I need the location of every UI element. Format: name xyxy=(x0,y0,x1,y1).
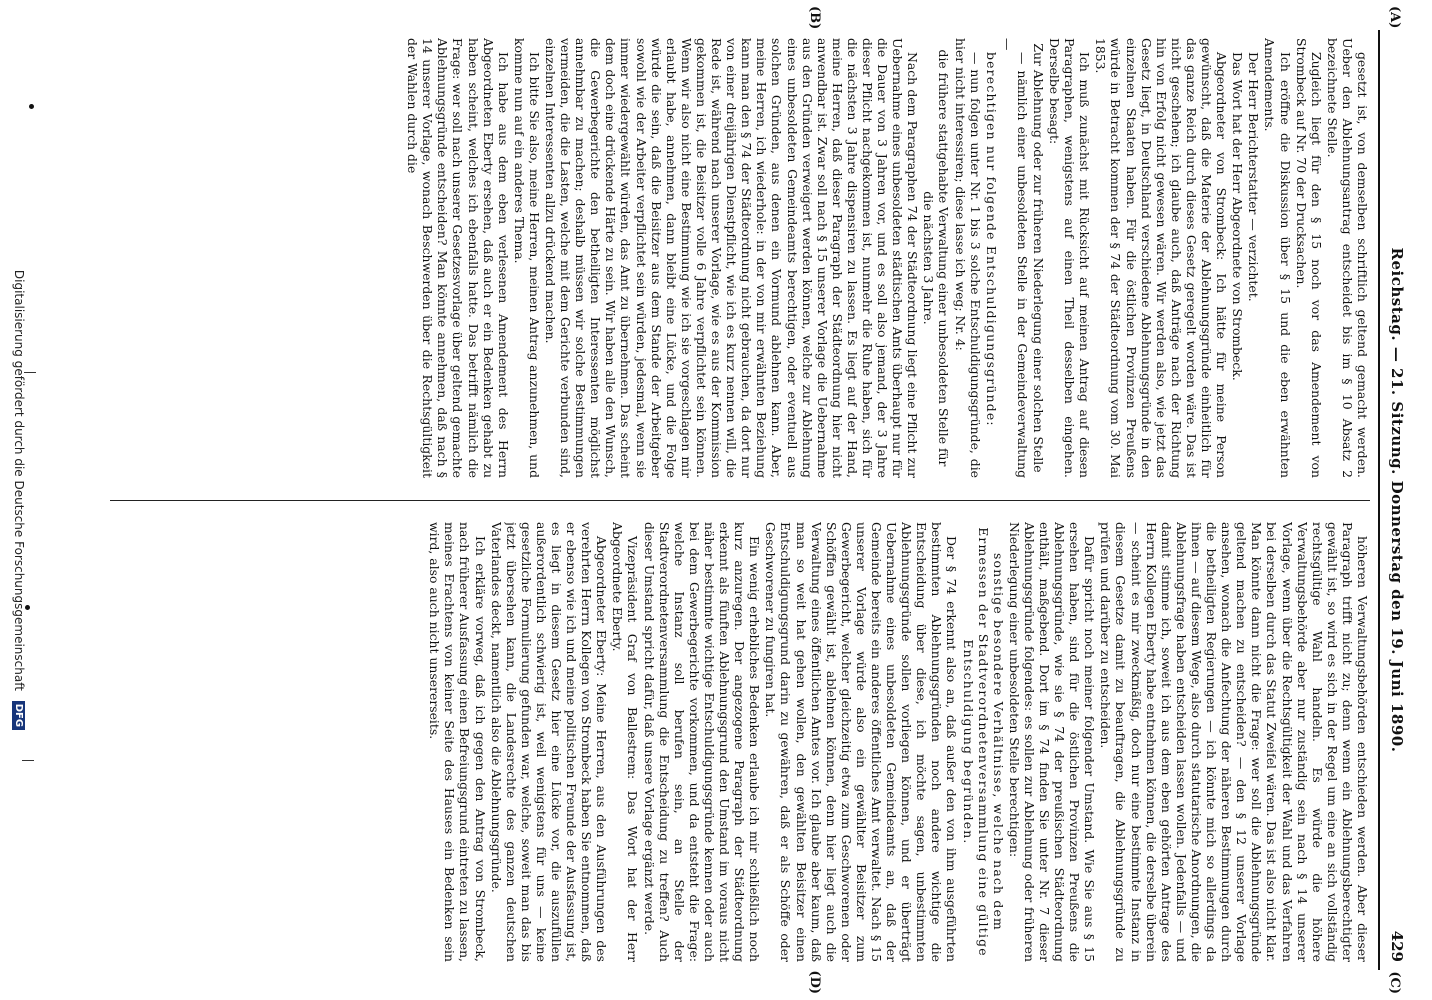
paragraph: Vizepräsident Graf von Ballestrem: Das Wort hat der Herr Abgeordnete Eberty. xyxy=(610,522,641,962)
column-divider xyxy=(110,500,1370,501)
paragraph: höheren Verwaltungsbehörden entschieden werden. Aber dieser Paragraph trifft nicht zu; denn wenn ein Ablehnungsberechtigter gewählt ist, so wird es sich in der Regel um eine an sich vollständig rechtsgültige Wahl handeln. Es würde die höhere Verwaltungsbehörde aber nur zuständig sein nach § 14 unserer Vorlage, wenn über die Rechtsgültigkeit der Wahl und das Verfahren bei derselben durch das Statut Zweifel wären. Das ist also nicht klar. Man könnte dann nicht die Frage: wer soll die Ablehnungsgründe geltend machen zu entscheiden? — den § 12 unserer Vorlage ansehen, wonach die Anfechtung der näheren Bestimmungen durch die betheiligten Regierungen — ich könnte mich so allerdings da ihnen — auf diesem Wege, also durch statutarische Anordnungen, die Ablehnungsfrage haben entscheiden lassen wollen. Jedenfalls — und damit stimme ich, soweit ich aus dem eben gehörten Antrage des Herrn Kollegen Eberty habe entnehmen können, die derselbe überein — scheint es mir zweckmäßig, doch nur eine bestimmte Instanz in diesem Gesetze damit zu beauftragen, die Ablehnungsgründe zu prüfen und darüber zu entscheiden. xyxy=(1098,522,1370,962)
paragraph: Abgeordneter von Strombeck: Ich hätte für meine Person gewünscht, daß die Materie der Ablehnungsgründe einheitlich für das ganze Reich durch dieses Gesetz geregelt worden wäre. Das ist nicht geschehen; ich glaube auch, daß Anträge nach der Richtung hin von Erfolg nicht gewesen wären. Wir werden also, wie jetzt das Gesetz liegt, in Deutschland verschiedene Ablehnungsgründe in den einzelnen Staaten haben. Für die östlichen Provinzen Preußens würde in Betracht kommen der § 74 der Städteordnung vom 30. Mai 1853. xyxy=(1093,38,1230,478)
paragraph: Zugleich liegt für den § 15 noch vor das Amendement von Strombeck auf Nr. 70 der Drucksachen. xyxy=(1293,38,1324,478)
page-title: Reichstag. — 21. Sitzung. Donnerstag den 19. Juni 1890. xyxy=(1388,247,1406,753)
footer-text: Digitalisierung gefördert durch die Deutsche Forschungsgemeinschaft xyxy=(12,269,26,691)
footer-credit xyxy=(0,0,26,1000)
page-header xyxy=(1378,30,1410,970)
paragraph: — nun folgen unter Nr. 1 bis 3 solche Entschuldigungsgründe, die hier nicht interessiren; diese lasse ich weg; Nr. 4: xyxy=(952,38,983,478)
paragraph: gesetzt ist, von demselben schriftlich geltend gemacht werden. Ueber den Ablehnungsantrag entscheidet bis im § 10 Absatz 2 bezeichnete Stelle. xyxy=(1324,38,1370,478)
left-column xyxy=(112,38,1370,478)
margin-marker-a: (A) xyxy=(1387,6,1402,29)
margin-marker-b: (B) xyxy=(807,6,822,30)
paragraph: Ich eröffne die Diskussion über § 15 und die eben erwähnten Amendements. xyxy=(1262,38,1293,478)
paragraph: Nach dem Paragraphen 74 der Städteordnung liegt eine Pflicht zur Uebernahme eines unbesoldeten städtischen Amts überhaupt nur für die Dauer von 3 Jahren vor, und es soll also jemand, der 3 Jahre dieser Pflicht nachgekommen ist, nunmehr die Ruhe haben, sich für die nächsten 3 Jahre dispensiren zu lassen. Es liegt auf der Hand, meine Herren, daß dieser Paragraph der Städteordnung hier nicht anwendbar ist. Zwar soll nach § 15 unserer Vorlage die Uebernahme aus den Gründen verweigert werden können, welche zur Ablehnung eines unbesoldeten Gemeindeamts berechtigen, oder eventuell aus solchen Gründen, aus denen ein Vormund ablehnen kann. Aber, meine Herren, ich wiederhole: in der von mir erwähnten Beziehung kann man den § 74 der Städteordnung nicht gebrauchen, da dort nur von einer dreijährigen Dienstpflicht, wie ich es kurz nennen will, die Rede ist, während nach unserer Vorlage, wie es aus der Kommission gekommen ist, die Beisitzer volle 6 Jahre verpflichtet sein können. Wenn wir also nicht eine Bestimmung wie ich sie vorgeschlagen mir erlaubt habe, annehmen, dann bleibt eine Lücke, und die Folge würde die sein, daß die Beisitzer aus dem Stande der Arbeitgeber sowohl wie der Arbeiter verpflichtet sein würden, jedesmal, wenn sie immer wiedergewählt würden, das Amt zu übernehmen. Das scheint dem doch eine drückende Härte zu sein. Wir haben alle den Wunsch, die Gewerbegerichte den betheiligten Interessenten möglichst annehmbar zu machen; deshalb müssen wir solche Bestimmungen vermeiden, die die Lasten, welche mit dem Gerichte verbunden sind, einzelnen Interessenten allzu drückend machen. xyxy=(543,38,921,478)
right-column xyxy=(112,522,1370,962)
paragraph: Ich bitte Sie also, meine Herren, meinen Antrag anzunehmen, und komme nun auf ein anderes Thema. xyxy=(511,38,542,478)
paragraph: — nämlich einer unbesoldeten Stelle in der Gemeindeverwaltung — xyxy=(999,38,1030,478)
paragraph: Ich erkläre vorweg, daß ich gegen den Antrag von Strombeck, nach früherer Ausfassung einen Befreiungsgrund eintreten zu lassen, meines Erachtens von keiner Seite des Hauses ein Bedenken sein wird, also auch nicht unsererseits. xyxy=(427,522,488,962)
margin-marker-c: (C) xyxy=(1387,971,1402,994)
quote: berechtigen nur folgende Entschuldigungsgründe: xyxy=(983,52,999,427)
paragraph: Der § 74 erkennt also an, daß außer den von ihm ausgeführten bestimmten Ablehnungsgründen noch andere wichtige die Entscheidung über diese, ich möchte sagen, unbestimmten Ablehnungsgründe sollen vorliegen können, und er überträgt Uebernahme eines unbesoldeten Gemeindeamts an, daß der Gemeinde bereits ein anderes öffentliches Amt verwaltet. Nach § 15 unserer Vorlage würde also ein gewählter Beisitzer zum Gewerbegericht, welcher gleichzeitig etwa zum Geschworenen oder Schöffen gewählt ist, ablehnen können, denn hier liegt auch die Verwaltung eines öffentlichen Amtes vor. Ich glaube aber kaum, daß man so weit hat gehen wollen, den gewählten Beisitzer einen Entschuldigungsgrund darin zu gewähren, daß er als Schöffe oder Geschworener zu fungiren hat. xyxy=(763,522,960,962)
dfg-logo: DFG xyxy=(12,701,25,730)
paragraph: Der Herr Berichterstatter — verzichtet. xyxy=(1246,52,1262,302)
margin-marker-d: (D) xyxy=(807,970,822,994)
paragraph: Ich habe aus dem eben verlesenen Amendement des Herrn Abgeordneten Eberty ersehen, daß auch er ein Bedenken gehabt zu haben scheint, welches ich ebenfalls hatte. Das betrifft nämlich die Frage: wer soll nach unserer Gesetzesvorlage über geltend gemachte Ablehnungsgründe entscheiden? Man könnte annehmen, daß nach § 14 unserer Vorlage, wonach Beschwerden über die Rechtsgültigkeit der Wahlen durch die xyxy=(405,38,511,478)
paragraph: Das Wort hat der Herr Abgeordnete von Strombeck. xyxy=(1230,52,1246,381)
quote: sonstige besondere Verhältnisse, welche nach dem Ermessen der Stadtverordnetenversammlung eine gültige Entschuldigung begründen. xyxy=(960,527,1006,957)
paragraph: Abgeordneter Eberty: Meine Herren, aus den Ausführungen des verehrten Herrn Kollegen von Strombeck haben Sie entnommen, daß er ebenso wie ich und meine politischen Freunde der Ausfassung ist, es liegt in diesem Gesetz hier eine Lücke vor, die auszufüllen außerordentlich schwierig ist, weil wenigstens für uns — keine gesetzliche Formulierung gefunden war, welche, soweit man das bis jetzt übersehen kann, die Landesrechte des ganzen deutschen Vaterlandes deckt, namentlich also die Ablehnungsgründe. xyxy=(488,522,610,962)
paragraph: Dafür spricht noch meiner folgender Umstand. Wie Sie aus § 15 ersehen haben, sind für die östlichen Provinzen Preußens die Ablehnungsgründe, wie sie § 74 der preußischen Städteordnung enthält, maßgebend. Dort im § 74 finden Sie unter Nr. 7 dieser Ablehnungsgründe folgendes: es sollen zur Ablehnung oder früheren Niederlegung einer unbesoldeten Stelle berechtigen: xyxy=(1006,522,1098,962)
paragraph: Ich muß zunächst mit Rücksicht auf meinen Antrag auf diesen Paragraphen, wenigstens auf einen Theil desselben eingehen. Derselbe besagt: xyxy=(1047,38,1093,478)
quote: die frühere stattgehabte Verwaltung einer unbesoldeten Stelle für die nächsten 3 Jahre. xyxy=(921,49,952,467)
paragraph: Ein wenig erhebliches Bedenken erlaube ich mir schließlich noch kurz anzuregen. Der angezogene Paragraph der Städteordnung erkennt als fünften Ablehnungsgrund den Umstand im voraus nicht näher bestimmte wichtige Entschuldigungsgründe kennen oder auch bei dem Gewerbegerichte vorkommen, und da entsteht die Frage: welche Instanz soll berufen sein, an Stelle der Stadtverordnetenversammlung die Entscheidung zu treffen? Auch dieser Umstand spricht dafür, daß unsere Vorlage ergänzt werde. xyxy=(641,522,763,962)
page-number: 429 xyxy=(1388,930,1406,962)
quote: Zur Ablehnung oder zur früheren Niederlegung einer solchen Stelle xyxy=(1031,43,1047,473)
scan-speck xyxy=(29,104,34,109)
